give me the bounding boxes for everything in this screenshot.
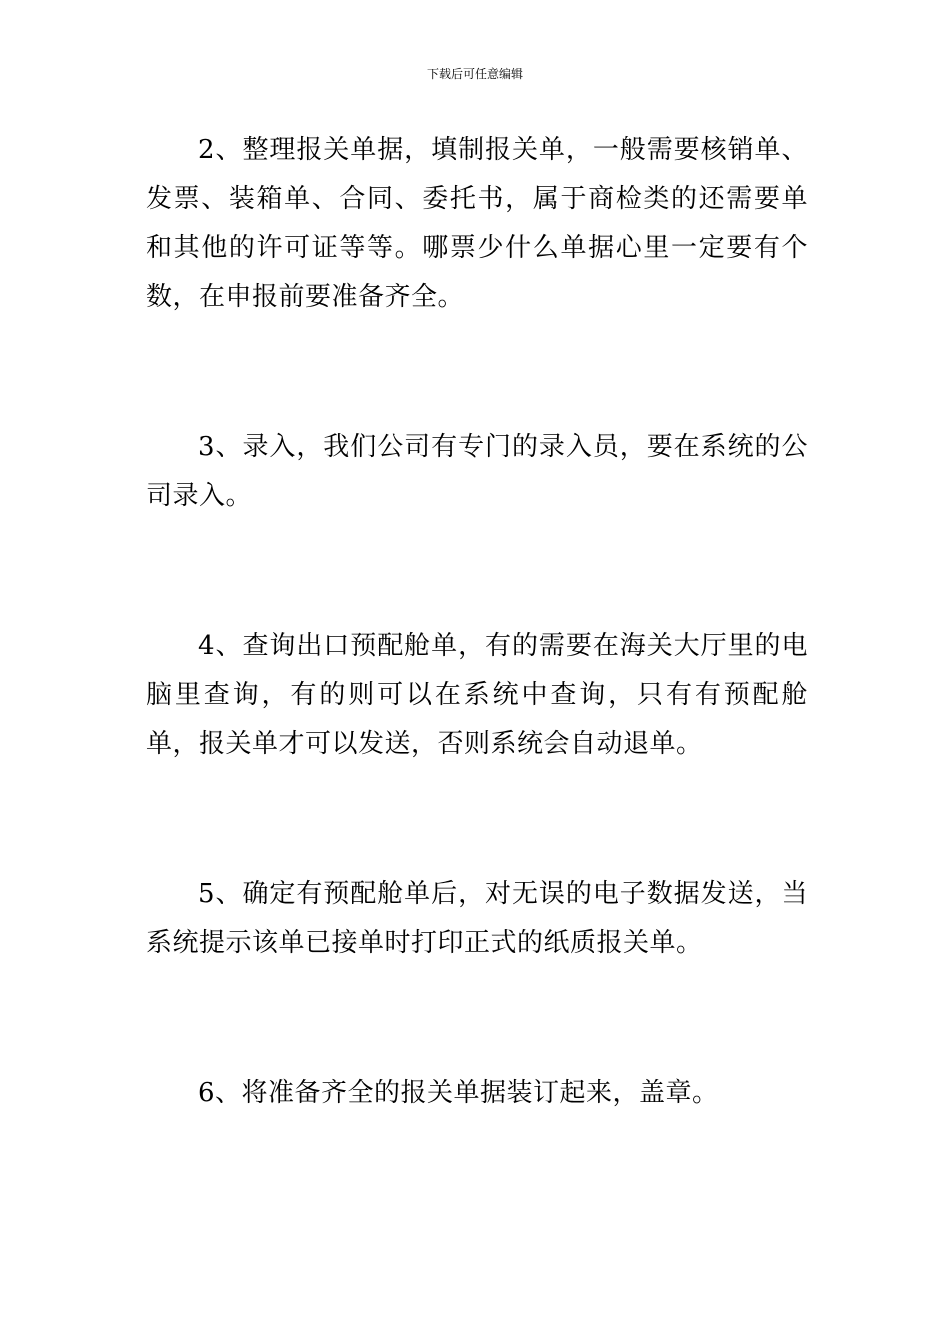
page-header-note: 下载后可任意编辑 (426, 67, 523, 81)
paragraph-step-5: 5、确定有预配舱单后，对无误的电子数据发送，当系统提示该单已接单时打印正式的纸质报关单。 (146, 879, 808, 958)
paragraph-step-3: 3、录入，我们公司有专门的录入员，要在系统的公司录入。 (146, 432, 808, 511)
paragraph-step-2: 2、整理报关单据，填制报关单，一般需要核销单、发票、装箱单、合同、委托书，属于商检类的还需要单和其他的许可证等等。哪票少什么单据心里一定要有个数，在申报前要准备齐全。 (146, 135, 808, 312)
paragraph-step-6: 6、将准备齐全的报关单据装订起来，盖章。 (198, 1078, 719, 1108)
paragraph-step-4: 4、查询出口预配舱单，有的需要在海关大厅里的电脑里查询，有的则可以在系统中查询，只有有预配舱单，报关单才可以发送，否则系统会自动退单。 (146, 631, 808, 759)
